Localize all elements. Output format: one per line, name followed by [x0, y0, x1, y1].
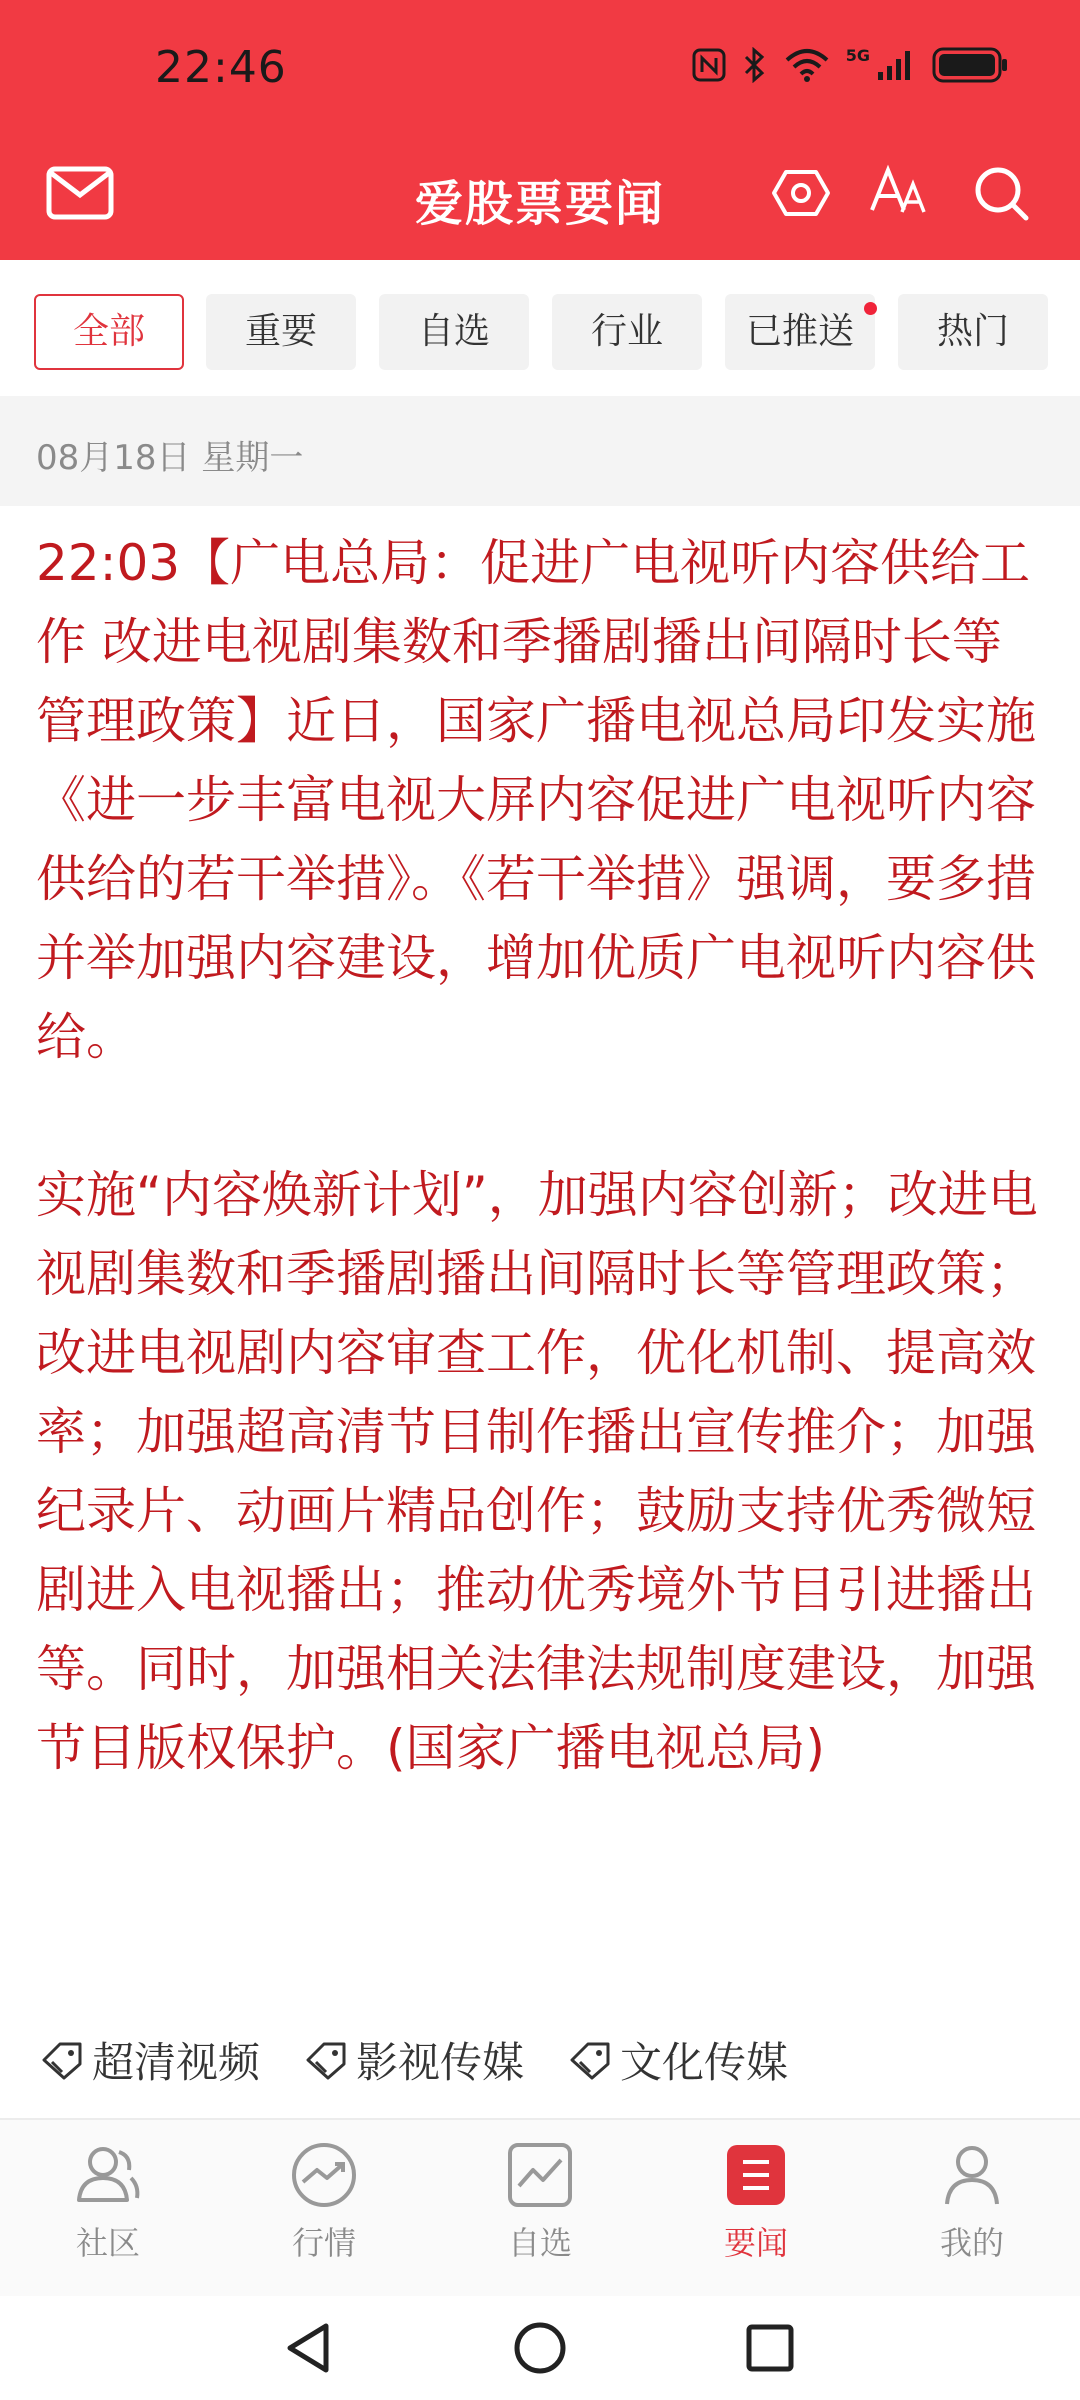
tag-icon	[304, 2040, 348, 2080]
article-paragraph: 22:03【广电总局：促进广电视听内容供给工作 改进电视剧集数和季播剧播出间隔时长等管理政策】近日，国家广播电视总局印发实施《进一步丰富电视大屏内容促进广电视听内容供给的若干举措》。《若干举措》强调，要多措并举加强内容建设，增加优质广电视听内容供给。	[36, 534, 1036, 1066]
watchlist-icon	[505, 2142, 575, 2208]
nav-label: 自选	[507, 2224, 572, 2262]
bluetooth-icon	[742, 47, 768, 83]
unread-dot-badge	[864, 302, 877, 315]
tab-label: 热门	[936, 311, 1009, 352]
tag-label: 超清视频	[92, 2038, 261, 2087]
filter-tabs	[34, 294, 1046, 370]
font-size-icon	[868, 162, 930, 224]
tab-watchlist[interactable]	[379, 294, 529, 370]
date-text: 08月18日 星期一	[36, 438, 304, 478]
wifi-icon	[784, 48, 830, 82]
news-icon	[721, 2142, 791, 2208]
bottom-nav	[0, 2118, 1080, 2296]
back-icon	[280, 2318, 340, 2378]
search-button[interactable]	[970, 162, 1032, 224]
tag-item[interactable]	[568, 2030, 788, 2090]
tab-pushed[interactable]	[725, 294, 875, 370]
market-icon	[289, 2142, 359, 2208]
tab-label: 重要	[244, 311, 317, 352]
font-size-button[interactable]	[868, 162, 930, 224]
cellular-signal-icon	[876, 48, 916, 82]
home-icon	[510, 2318, 570, 2378]
nav-label: 社区	[75, 2224, 140, 2262]
system-nav-bar	[0, 2296, 1080, 2400]
tag-label: 影视传媒	[356, 2038, 525, 2087]
network-type: 5G	[845, 46, 870, 65]
nav-label: 我的	[939, 2224, 1004, 2262]
settings-button[interactable]	[770, 162, 832, 224]
nav-community[interactable]	[28, 2142, 188, 2264]
tag-label: 文化传媒	[620, 2038, 789, 2087]
tag-list	[40, 2030, 832, 2090]
tab-hot[interactable]	[898, 294, 1048, 370]
nav-news[interactable]	[676, 2142, 836, 2264]
tag-item[interactable]	[40, 2030, 260, 2090]
tab-label: 自选	[417, 311, 490, 352]
recents-button[interactable]	[740, 2318, 800, 2378]
status-time: 22:46	[155, 42, 287, 93]
home-button[interactable]	[510, 2318, 570, 2378]
tab-label: 行业	[590, 311, 663, 352]
nav-watchlist[interactable]	[460, 2142, 620, 2264]
nav-profile[interactable]	[892, 2142, 1052, 2264]
news-article[interactable]	[36, 524, 1046, 1788]
nav-market[interactable]	[244, 2142, 404, 2264]
tab-industry[interactable]	[552, 294, 702, 370]
nfc-icon	[692, 48, 726, 82]
date-header	[0, 396, 1080, 506]
nav-label: 行情	[291, 2224, 356, 2262]
status-icons	[692, 46, 1010, 84]
tab-all[interactable]	[34, 294, 184, 370]
back-button[interactable]	[280, 2318, 340, 2378]
community-icon	[73, 2142, 143, 2208]
search-icon	[970, 162, 1032, 224]
tag-icon	[40, 2040, 84, 2080]
profile-icon	[937, 2142, 1007, 2208]
tab-important[interactable]	[206, 294, 356, 370]
nav-label: 要闻	[723, 2224, 788, 2262]
tag-item[interactable]	[304, 2030, 524, 2090]
tag-icon	[568, 2040, 612, 2080]
page-title: 爱股票要闻	[414, 176, 665, 232]
tab-label: 已推送	[745, 311, 854, 352]
settings-icon	[770, 162, 832, 224]
article-paragraph: 实施“内容焕新计划”，加强内容创新；改进电视剧集数和季播剧播出间隔时长等管理政策；改进电视剧内容审查工作，优化机制、提高效率；加强超高清节目制作播出宣传推介；加强纪录片、动画片精品创作；鼓励支持优秀微短剧进入电视播出；推动优秀境外节目引进播出等。同时，加强相关法律法规制度建设，加强节目版权保护。(国家广播电视总局)	[36, 1166, 1038, 1777]
battery-icon	[932, 46, 1010, 84]
tab-label: 全部	[72, 311, 145, 352]
paragraph-spacer	[36, 1077, 1046, 1156]
app-header	[0, 0, 1080, 260]
recents-icon	[740, 2318, 800, 2378]
